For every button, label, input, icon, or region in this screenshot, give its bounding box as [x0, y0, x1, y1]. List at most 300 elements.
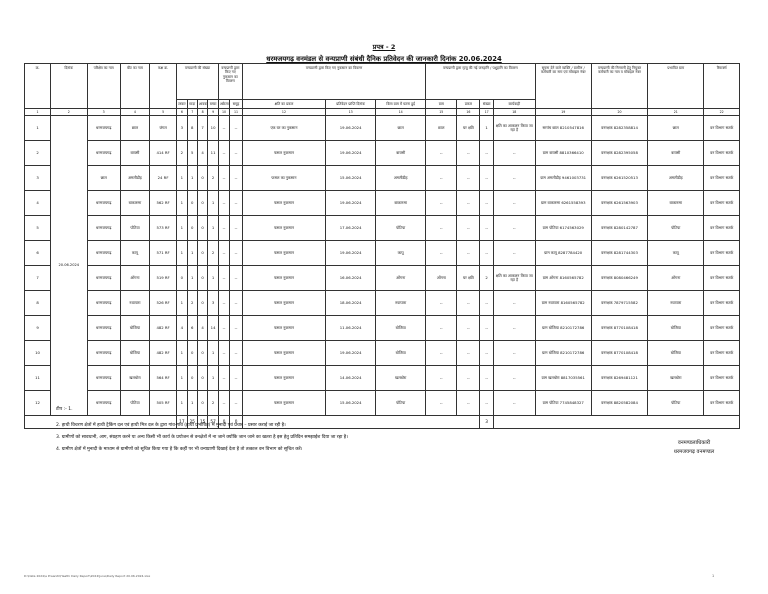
cell-g1: --	[218, 316, 229, 341]
cell-female: 0	[187, 341, 197, 366]
cell-site: खलबोरा	[376, 366, 426, 391]
total-male: 17	[177, 416, 187, 429]
report-title: धरमजयगढ़ वनमंडल से वन्यप्राणी संबंधी दैनिक प्रतिवेदन की जानकारी दिनांक 20.06.2024	[266, 55, 502, 63]
cell-death-action: --	[493, 241, 535, 266]
column-number: 3	[87, 109, 120, 116]
cell-death-type: --	[457, 166, 480, 191]
cell-death-action: क्षति का आकलन किया जा रहा है	[493, 116, 535, 141]
column-number: 8	[197, 109, 207, 116]
cell-damage: फसल नुकसान	[242, 291, 325, 316]
cell-report-date: 18.06.2024	[326, 291, 376, 316]
cell-village: बाकारुमा	[648, 191, 704, 216]
cell-death-action: --	[493, 341, 535, 366]
cell-female: 2	[187, 291, 197, 316]
cell-juvenile: 11	[208, 141, 218, 166]
header-staff: वन्यप्राणी की निगरानी हेतु नियुक्त कर्मचारी का नाम व मोबाइल नंबर	[591, 64, 647, 109]
cell-village: बोजिया	[648, 341, 704, 366]
cell-village: रुवापारा	[648, 291, 704, 316]
cell-report-date: 19.06.2024	[326, 341, 376, 366]
cell-staff: वनरक्षक 8282395058	[591, 141, 647, 166]
cell-male: 2	[177, 141, 187, 166]
cell-sno: 1	[25, 116, 51, 141]
cell-male: 1	[177, 391, 187, 416]
table-row	[25, 316, 740, 341]
cell-g1: --	[218, 141, 229, 166]
cell-juvenile: 1	[208, 266, 218, 291]
cell-beat: छाल	[120, 116, 149, 141]
header-village: प्रभावित ग्राम	[648, 64, 704, 109]
cell-damage: फसल नुकसान	[242, 316, 325, 341]
cell-sno: 2	[25, 141, 51, 166]
cell-compartment: 571 RF	[150, 241, 177, 266]
cell-male: 1	[177, 166, 187, 191]
cell-death-type: --	[457, 341, 480, 366]
cell-site: ओंगना	[376, 266, 426, 291]
cell-calf: 0	[197, 191, 207, 216]
cell-staff: वनरक्षक 6261563903	[591, 191, 647, 216]
cell-female: 8	[187, 116, 197, 141]
cell-compartment: जंगल	[150, 116, 177, 141]
cell-beat: बायसी	[120, 141, 149, 166]
cell-staff: वनरक्षक 8282358814	[591, 116, 647, 141]
cell-death-count: 2	[480, 266, 494, 291]
cell-remarks: वन विभाग सतर्क	[704, 241, 740, 266]
cell-informer: ग्राम बायसी 8810366410	[535, 141, 591, 166]
cell-juvenile: 1	[208, 341, 218, 366]
cell-death-count: --	[480, 216, 494, 241]
cell-calf: 0	[197, 391, 207, 416]
cell-sno: 5	[25, 216, 51, 241]
cell-death-village: --	[426, 166, 457, 191]
note-2: 2. हाथी विचरण क्षेत्रों में हाथी ट्रैकिंग दल एवं हाथी मित्र दल के द्वारा गांव-गांव (हाथी प्रभावित) में मुनादी एवं प्रचार – प्रसार कराई जा रही है।	[56, 423, 286, 428]
cell-staff: वनरक्षक 8281744303	[591, 241, 647, 266]
cell-calf: 0	[197, 341, 207, 366]
cell-g1: --	[218, 341, 229, 366]
cell-death-action: --	[493, 316, 535, 341]
cell-calf: 0	[197, 241, 207, 266]
cell-death-village: --	[426, 141, 457, 166]
total-g1: 0	[218, 416, 229, 429]
column-number: 14	[376, 109, 426, 116]
cell-report-date: 19.06.2024	[326, 241, 376, 266]
cell-death-type: --	[457, 391, 480, 416]
cell-g2: --	[230, 266, 243, 291]
header-juvenile: बच्चा	[208, 100, 218, 109]
note-4: 4. ग्रामीण क्षेत्रों में मुनादी के माध्यम से ग्रामीणों को सूचित किया गया है कि कहीं पर भी वन्यप्राणी दिखाई देता है तो तत्काल वन विभाग को सूचित करें।	[56, 447, 303, 452]
cell-range: छाल	[87, 166, 120, 191]
cell-damage: फसल नुकसान	[242, 391, 325, 416]
cell-damage: फसल नुकसान	[242, 216, 325, 241]
cell-compartment: 573 RF	[150, 216, 177, 241]
cell-death-type: --	[457, 291, 480, 316]
cell-juvenile: 10	[208, 116, 218, 141]
cell-damage: फसल नुकसान	[242, 141, 325, 166]
cell-beat: ओंगना	[120, 266, 149, 291]
header-g2: समूह	[230, 100, 243, 109]
cell-male: 1	[177, 191, 187, 216]
cell-range: धरमजयगढ़	[87, 141, 120, 166]
cell-compartment: 482 RF	[150, 341, 177, 366]
cell-report-date: 19.06.2024	[326, 141, 376, 166]
cell-juvenile: 1	[208, 191, 218, 216]
cell-sno: 7	[25, 266, 51, 291]
header-d-action: कार्यवाही	[493, 100, 535, 109]
header-remarks: रिमार्क्स	[704, 64, 740, 109]
cell-staff: वनरक्षक 8770108418	[591, 316, 647, 341]
cell-death-count: --	[480, 291, 494, 316]
cell-g2: --	[230, 291, 243, 316]
cell-death-type: --	[457, 241, 480, 266]
column-number: 17	[480, 109, 494, 116]
totals-blank-b	[493, 416, 739, 429]
cell-death-type: --	[457, 316, 480, 341]
cell-informer: ग्राम पोटिया 7745848327	[535, 391, 591, 416]
table-row	[25, 241, 740, 266]
cell-female: 0	[187, 216, 197, 241]
cell-range: धरमजयगढ़	[87, 191, 120, 216]
cell-calf: 4	[197, 316, 207, 341]
cell-range: धरमजयगढ़	[87, 216, 120, 241]
cell-death-type: --	[457, 191, 480, 216]
signature-line-2: धरमजयगढ़ वनमण्डल	[673, 449, 715, 455]
cell-death-type: घर क्षति	[457, 266, 480, 291]
cell-death-action: --	[493, 191, 535, 216]
table-row	[25, 216, 740, 241]
table-row	[25, 341, 740, 366]
cell-beat: पोटिया	[120, 216, 149, 241]
cell-sno: 3	[25, 166, 51, 191]
cell-range: धरमजयगढ़	[87, 316, 120, 341]
header-d-village: ग्राम	[426, 100, 457, 109]
header-loss-details: वन्यप्राणी द्वारा किए गए नुकसान का विवरण	[242, 64, 425, 100]
cell-compartment: 562 RF	[150, 191, 177, 216]
cell-remarks: वन विभाग सतर्क	[704, 141, 740, 166]
cell-site: पोटिया	[376, 216, 426, 241]
cell-staff: वनरक्षक 6261520513	[591, 166, 647, 191]
cell-death-count: --	[480, 391, 494, 416]
cell-death-count: --	[480, 141, 494, 166]
cell-sno: 4	[25, 191, 51, 216]
header-d-count: संख्या	[480, 100, 494, 109]
cell-g2: --	[230, 191, 243, 216]
cell-range: धरमजयगढ़	[87, 291, 120, 316]
cell-beat: बोजिया	[120, 341, 149, 366]
cell-g2: --	[230, 241, 243, 266]
table-row	[25, 366, 740, 391]
cell-death-type: --	[457, 216, 480, 241]
cell-female: 6	[187, 316, 197, 341]
cell-death-action: --	[493, 216, 535, 241]
cell-death-village: --	[426, 191, 457, 216]
cell-range: धरमजयगढ़	[87, 266, 120, 291]
cell-remarks: वन विभाग सतर्क	[704, 216, 740, 241]
cell-site: पोटिया	[376, 391, 426, 416]
cell-g2: --	[230, 366, 243, 391]
cell-staff: वनरक्षक 8820582084	[591, 391, 647, 416]
cell-g1: --	[218, 391, 229, 416]
cell-g1: --	[218, 216, 229, 241]
cell-compartment: 414 RF	[150, 141, 177, 166]
cell-sno: 8	[25, 291, 51, 316]
column-number: 2	[51, 109, 87, 116]
cell-calf: 7	[197, 116, 207, 141]
cell-death-count: --	[480, 191, 494, 216]
table-row	[25, 141, 740, 166]
column-number: 20	[591, 109, 647, 116]
cell-death-count: --	[480, 316, 494, 341]
cell-death-village: --	[426, 241, 457, 266]
cell-informer: ग्राम कापू 8287784420	[535, 241, 591, 266]
cell-death-action: --	[493, 366, 535, 391]
cell-death-village: छाल	[426, 116, 457, 141]
cell-juvenile: 2	[208, 241, 218, 266]
cell-death-village: --	[426, 366, 457, 391]
cell-range: धरमजयगढ़	[87, 341, 120, 366]
report-table	[24, 63, 740, 429]
form-label: प्रपत्र - 2	[372, 43, 396, 51]
cell-death-village: ओंगना	[426, 266, 457, 291]
cell-report-date: 19.06.2024	[326, 191, 376, 216]
cell-report-date: 15.06.2024	[326, 166, 376, 191]
cell-site: बायसी	[376, 141, 426, 166]
cell-sno: 9	[25, 316, 51, 341]
column-number: 19	[535, 109, 591, 116]
cell-range: धरमजयगढ़	[87, 366, 120, 391]
column-number-row	[25, 109, 740, 116]
cell-male: 4	[177, 316, 187, 341]
table-row	[25, 291, 740, 316]
header-female: मादा	[187, 100, 197, 109]
column-number: 21	[648, 109, 704, 116]
column-number: 1	[25, 109, 51, 116]
cell-calf: 0	[197, 266, 207, 291]
cell-village: बायसी	[648, 141, 704, 166]
cell-juvenile: 1	[208, 216, 218, 241]
cell-calf: 4	[197, 141, 207, 166]
cell-death-count: --	[480, 341, 494, 366]
cell-female: 1	[187, 266, 197, 291]
cell-beat: पोटिया	[120, 391, 149, 416]
cell-female: 1	[187, 391, 197, 416]
cell-death-count: --	[480, 366, 494, 391]
cell-damage: फसल नुकसान	[242, 241, 325, 266]
cell-death-village: --	[426, 391, 457, 416]
cell-beat: बोजिया	[120, 316, 149, 341]
column-number: 9	[208, 109, 218, 116]
cell-death-village: --	[426, 291, 457, 316]
cell-village: खलबोरा	[648, 366, 704, 391]
cell-juvenile: 2	[208, 166, 218, 191]
column-number: 11	[230, 109, 243, 116]
cell-informer: ग्राम अमलीडीह 9461003731	[535, 166, 591, 191]
cell-death-village: --	[426, 216, 457, 241]
cell-g1: --	[218, 116, 229, 141]
cell-informer: ग्राम बोजिया 8210172786	[535, 316, 591, 341]
cell-male: 0	[177, 266, 187, 291]
cell-informer: सरपंच छाल 8210547816	[535, 116, 591, 141]
column-number: 12	[242, 109, 325, 116]
cell-range: धरमजयगढ़	[87, 391, 120, 416]
cell-death-type: घर क्षति	[457, 116, 480, 141]
cell-remarks: वन विभाग सतर्क	[704, 116, 740, 141]
header-compartment: कक्ष क्र.	[150, 64, 177, 109]
cell-village: बोजिया	[648, 316, 704, 341]
cell-death-village: --	[426, 341, 457, 366]
cell-calf: 0	[197, 166, 207, 191]
cell-report-date: 19.06.2024	[326, 116, 376, 141]
cell-g2: --	[230, 341, 243, 366]
cell-remarks: वन विभाग सतर्क	[704, 366, 740, 391]
column-number: 15	[426, 109, 457, 116]
cell-village: पोटिया	[648, 391, 704, 416]
column-number: 13	[326, 109, 376, 116]
cell-site: अमलीडीह	[376, 166, 426, 191]
cell-female: 1	[187, 241, 197, 266]
cell-damage: एक घर का नुकसान	[242, 116, 325, 141]
cell-compartment: 24 RF	[150, 166, 177, 191]
cell-female: 0	[187, 191, 197, 216]
cell-beat: बाकारुमा	[120, 191, 149, 216]
cell-village: छाल	[648, 116, 704, 141]
column-number: 18	[493, 109, 535, 116]
cell-informer: ग्राम ओंगना 8160565782	[535, 266, 591, 291]
cell-sno: 12	[25, 391, 51, 416]
cell-sno: 11	[25, 366, 51, 391]
cell-juvenile: 3	[208, 291, 218, 316]
cell-g1: --	[218, 291, 229, 316]
cell-beat: अमलीडीह	[120, 166, 149, 191]
cell-beat: कापू	[120, 241, 149, 266]
header-male: टस्कर	[177, 100, 187, 109]
total-calf: 15	[197, 416, 207, 429]
cell-male: 1	[177, 216, 187, 241]
cell-g1: --	[218, 266, 229, 291]
cell-remarks: वन विभाग सतर्क	[704, 391, 740, 416]
total-g2: 0	[230, 416, 243, 429]
cell-site: बोजिया	[376, 316, 426, 341]
cell-report-date: 15.06.2024	[326, 391, 376, 416]
table-row	[25, 391, 740, 416]
cell-village: ओंगना	[648, 266, 704, 291]
cell-village: पोटिया	[648, 216, 704, 241]
table-row	[25, 191, 740, 216]
header-informer: सूचना देने वाले व्यक्ति / ग्रामीण / कर्मचारी का नाम एवं मोबाइल नंबर	[535, 64, 591, 109]
cell-compartment: 482 RF	[150, 316, 177, 341]
table-row	[25, 166, 740, 191]
total-female: 25	[187, 416, 197, 429]
cell-site: छाल	[376, 116, 426, 141]
cell-remarks: वन विभाग सतर्क	[704, 191, 740, 216]
cell-site: बाकारुमा	[376, 191, 426, 216]
cell-g2: --	[230, 216, 243, 241]
cell-death-count: --	[480, 241, 494, 266]
cell-female: 5	[187, 141, 197, 166]
cell-report-date: 17.06.2024	[326, 216, 376, 241]
header-g1: अकेला	[218, 100, 229, 109]
header-beat: बीट का नाम	[120, 64, 149, 109]
table-row	[25, 266, 740, 291]
column-number: 4	[120, 109, 149, 116]
cell-g2: --	[230, 166, 243, 191]
cell-g2: --	[230, 116, 243, 141]
cell-site: बोजिया	[376, 341, 426, 366]
column-number: 7	[187, 109, 197, 116]
cell-damage: फसल नुकसान	[242, 366, 325, 391]
cell-staff: वनरक्षक 8080466249	[591, 266, 647, 291]
cell-date-merged: 20.06.2024	[51, 116, 87, 416]
cell-range: धरमजयगढ़	[87, 116, 120, 141]
cell-death-action: --	[493, 166, 535, 191]
header-sno: क्र.	[25, 64, 51, 109]
cell-sno: 10	[25, 341, 51, 366]
cell-remarks: वन विभाग सतर्क	[704, 291, 740, 316]
cell-g1: --	[218, 366, 229, 391]
cell-g1: --	[218, 191, 229, 216]
column-number: 16	[457, 109, 480, 116]
cell-informer: ग्राम बाकारुमा 6261558393	[535, 191, 591, 216]
cell-g1: --	[218, 241, 229, 266]
cell-remarks: वन विभाग सतर्क	[704, 166, 740, 191]
cell-g2: --	[230, 316, 243, 341]
cell-damage: फसल नुकसान	[242, 266, 325, 291]
cell-calf: 0	[197, 291, 207, 316]
cell-report-date: 14.06.2024	[326, 366, 376, 391]
table-row	[25, 116, 740, 141]
header-row-top	[25, 64, 740, 100]
cell-range: धरमजयगढ़	[87, 241, 120, 266]
header-death-details: वन्यप्राणी द्वारा मृत्यु की गई जनहानि / पशुहानि का विवरण	[426, 64, 535, 100]
cell-g2: --	[230, 391, 243, 416]
cell-male: 1	[177, 341, 187, 366]
cell-male: 3	[177, 116, 187, 141]
cell-death-action: --	[493, 141, 535, 166]
cell-death-count: --	[480, 166, 494, 191]
cell-beat: खलबोरा	[120, 366, 149, 391]
cell-compartment: 526 RF	[150, 291, 177, 316]
cell-informer: ग्राम खलबोरा 8817035561	[535, 366, 591, 391]
cell-beat: रुवापारा	[120, 291, 149, 316]
cell-site: रुवापारा	[376, 291, 426, 316]
header-elephant-count: वन्यप्राणी की संख्या	[177, 64, 219, 100]
cell-informer: ग्राम पोटिया 6174563029	[535, 216, 591, 241]
column-number: 10	[218, 109, 229, 116]
cell-male: 1	[177, 366, 187, 391]
cell-juvenile: 2	[208, 391, 218, 416]
signature-line-1: वनमण्डलाधिकारी	[677, 440, 711, 446]
header-site: किस ग्राम में घटना हुई	[376, 100, 426, 109]
cell-compartment: 505 RF	[150, 391, 177, 416]
cell-death-type: --	[457, 366, 480, 391]
cell-sno: 6	[25, 241, 51, 266]
cell-staff: वनरक्षक 8770108418	[591, 341, 647, 366]
column-number: 6	[177, 109, 187, 116]
header-report-date: प्रतिवेदन प्राप्ति दिनांक	[326, 100, 376, 109]
cell-compartment: 564 RF	[150, 366, 177, 391]
cell-female: 1	[187, 166, 197, 191]
cell-remarks: वन विभाग सतर्क	[704, 316, 740, 341]
column-number: 22	[704, 109, 740, 116]
cell-remarks: वन विभाग सतर्क	[704, 341, 740, 366]
cell-death-action: --	[493, 391, 535, 416]
cell-village: अमलीडीह	[648, 166, 704, 191]
header-calf: शावक	[197, 100, 207, 109]
header-damage: क्षति का प्रकार	[242, 100, 325, 109]
header-group: वन्यप्राणी द्वारा किए गए नुकसान का विवरण	[218, 64, 242, 100]
cell-male: 1	[177, 291, 187, 316]
cell-damage: फसल नुकसान	[242, 341, 325, 366]
cell-death-action: --	[493, 291, 535, 316]
note-1: टीप :- 1.	[56, 407, 73, 412]
